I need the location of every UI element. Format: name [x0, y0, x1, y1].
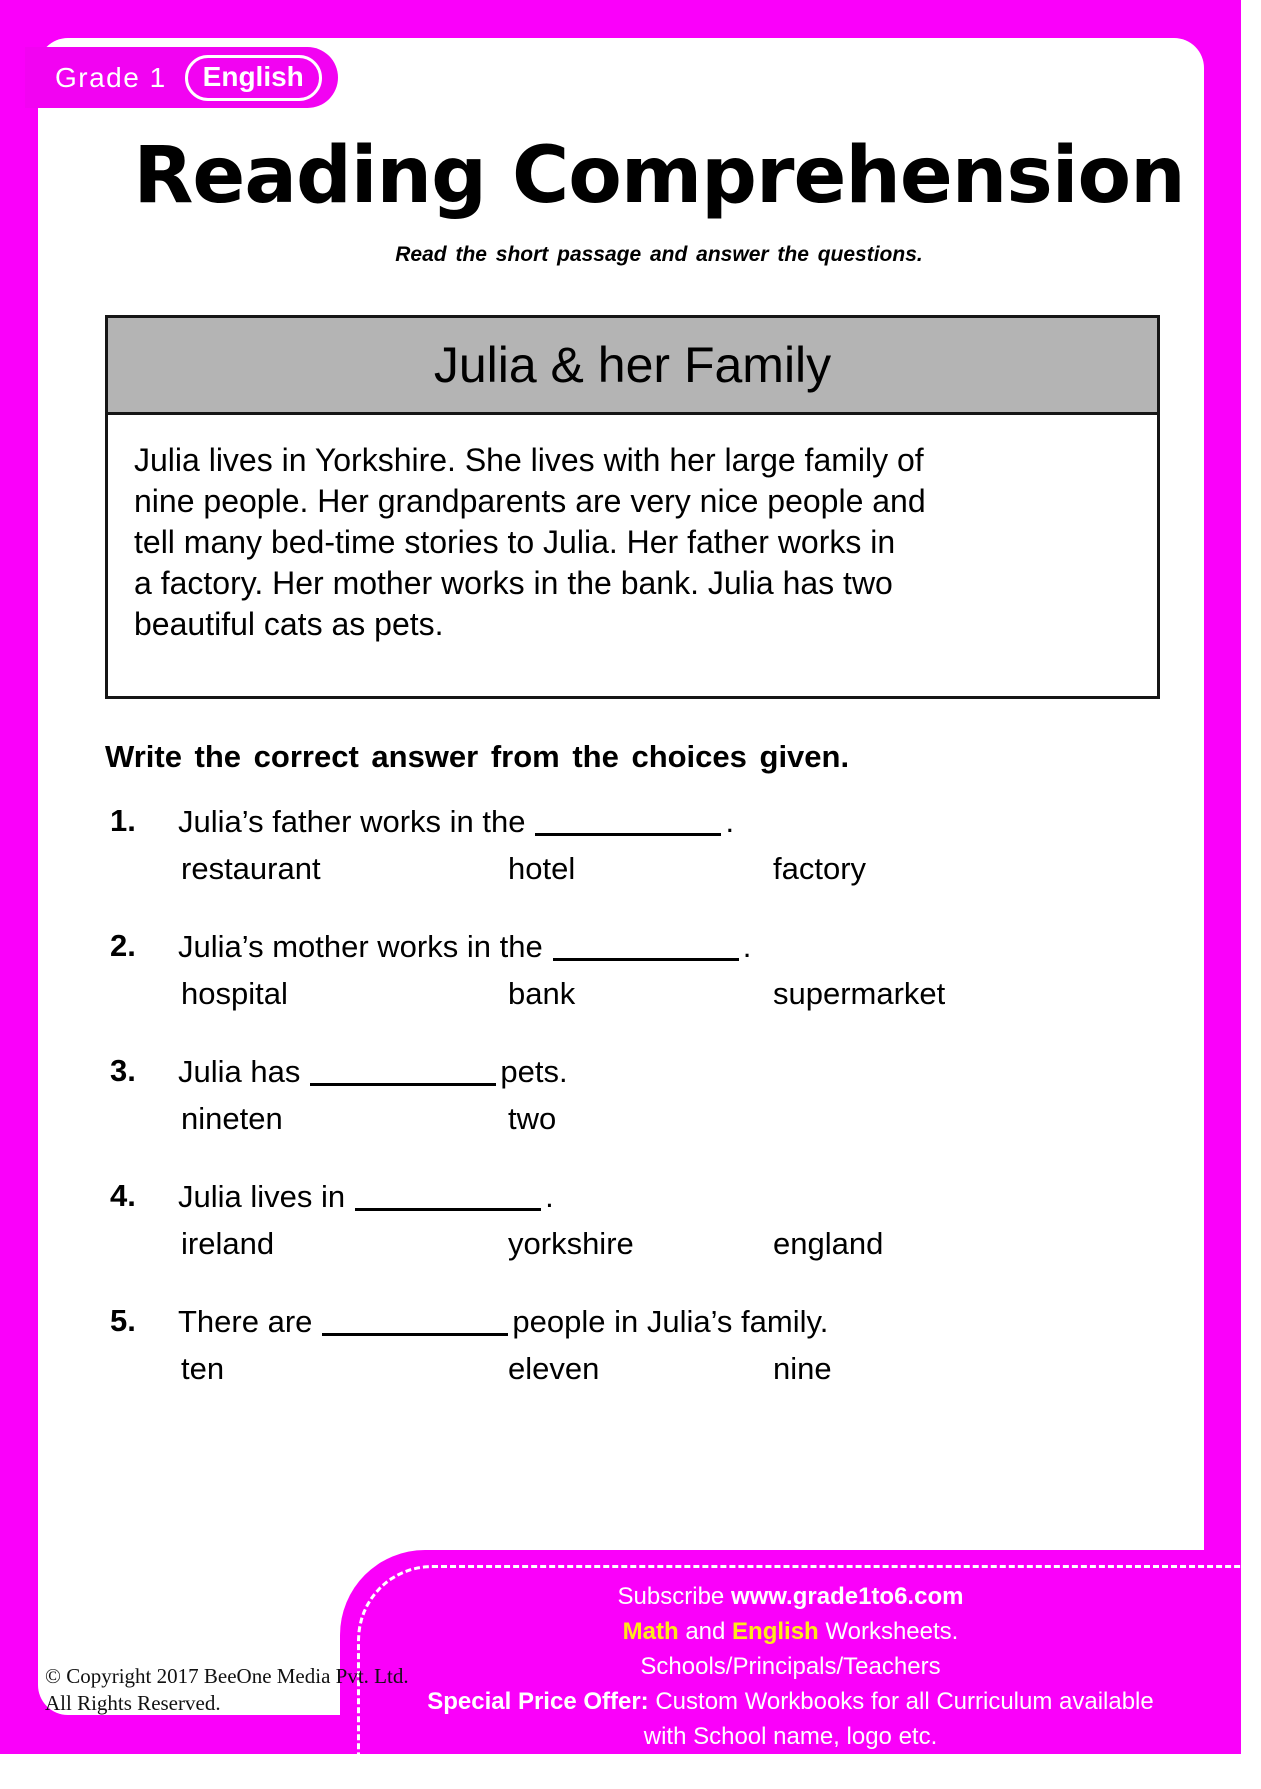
question-stem	[110, 1176, 1200, 1217]
math-label: Math	[622, 1618, 679, 1645]
question-3	[110, 1051, 1200, 1139]
footer-worksheets-line: Math and English Worksheets.	[622, 1618, 959, 1645]
option-row	[181, 974, 1200, 1014]
question-number: 1.	[110, 803, 136, 838]
passage-header	[108, 318, 1157, 415]
passage-box	[105, 315, 1160, 699]
passage-title: Julia & her Family	[433, 337, 832, 393]
grade-label: Grade 1	[55, 61, 167, 93]
question-stem	[110, 926, 1200, 967]
passage-line: tell many bed-time stories to Julia. Her father works in	[134, 524, 896, 560]
passage-line: a factory. Her mother works in the bank. Julia has two	[134, 565, 893, 601]
question-option: bank	[508, 976, 576, 1011]
question-option: ireland	[181, 1226, 275, 1261]
question-stem	[110, 1301, 1200, 1342]
question-stem	[110, 801, 1200, 842]
question-text: Julia lives in .	[178, 1179, 554, 1214]
question-option: ten	[181, 1351, 225, 1386]
question-text: Julia’s father works in the .	[178, 804, 735, 839]
footer-email-line[interactable]: Email us: info@grade1to6.com	[626, 1758, 955, 1785]
question-1	[110, 801, 1200, 889]
grade-badge	[25, 47, 338, 108]
option-row	[181, 849, 1200, 889]
question-option: nine	[773, 1351, 832, 1386]
question-2	[110, 926, 1200, 1014]
answer-blank[interactable]	[310, 1055, 496, 1086]
question-option: restaurant	[181, 851, 321, 886]
question-number: 2.	[110, 928, 136, 963]
question-option: hotel	[508, 851, 576, 886]
answer-blank[interactable]	[535, 805, 721, 836]
passage-line: Julia lives in Yorkshire. She lives with her large family of	[134, 442, 924, 478]
passage-line: beautiful cats as pets.	[134, 606, 444, 642]
question-5	[110, 1301, 1200, 1389]
question-number: 5.	[110, 1303, 136, 1338]
footer-subscribe-line: Subscribe www.grade1to6.com	[617, 1583, 964, 1610]
website-link[interactable]: www.grade1to6.com	[730, 1583, 964, 1610]
question-option	[773, 1099, 1200, 1139]
question-text: Julia has pets.	[178, 1054, 568, 1089]
question-option: eleven	[508, 1351, 600, 1386]
subject-pill: English	[185, 55, 322, 101]
page-subtitle: Read the short passage and answer the questions.	[395, 243, 923, 266]
content-area	[38, 38, 1204, 1715]
answer-blank[interactable]	[355, 1180, 541, 1211]
question-text: There are people in Julia’s family.	[178, 1304, 829, 1339]
question-4	[110, 1176, 1200, 1264]
passage-text	[108, 415, 1157, 645]
answer-blank[interactable]	[322, 1305, 508, 1336]
option-row	[181, 1099, 1200, 1139]
footer-offer-line: Special Price Offer: Custom Workbooks for all Curriculum available	[427, 1688, 1154, 1715]
option-row	[181, 1349, 1200, 1389]
question-number: 4.	[110, 1178, 136, 1213]
page-title: Reading Comprehension	[133, 131, 1185, 221]
footer-schools-line: Schools/Principals/Teachers	[640, 1653, 941, 1680]
footer-text	[340, 1550, 1241, 1789]
answer-blank[interactable]	[553, 930, 739, 961]
question-text: Julia’s mother works in the .	[178, 929, 752, 964]
question-option: supermarket	[773, 976, 946, 1011]
question-option: two	[508, 1101, 557, 1136]
offer-label: Special Price Offer:	[427, 1688, 649, 1715]
copyright-text: © Copyright 2017 BeeOne Media Pvt. Ltd. All Rights Reserved.	[45, 1664, 409, 1715]
question-option: factory	[773, 851, 867, 886]
question-option: hospital	[181, 976, 288, 1011]
instruction-text: Write the correct answer from the choices given.	[105, 739, 850, 774]
passage-line: nine people. Her grandparents are very nice people and	[134, 483, 926, 519]
question-list	[110, 801, 1200, 1426]
question-option: nineten	[181, 1101, 283, 1136]
footer-logo-line: with School name, logo etc.	[643, 1723, 938, 1750]
english-label: English	[732, 1618, 819, 1645]
question-option: yorkshire	[508, 1226, 634, 1261]
question-stem	[110, 1051, 1200, 1092]
footer-banner	[340, 1550, 1241, 1785]
question-option: england	[773, 1226, 884, 1261]
question-number: 3.	[110, 1053, 136, 1088]
option-row	[181, 1224, 1200, 1264]
